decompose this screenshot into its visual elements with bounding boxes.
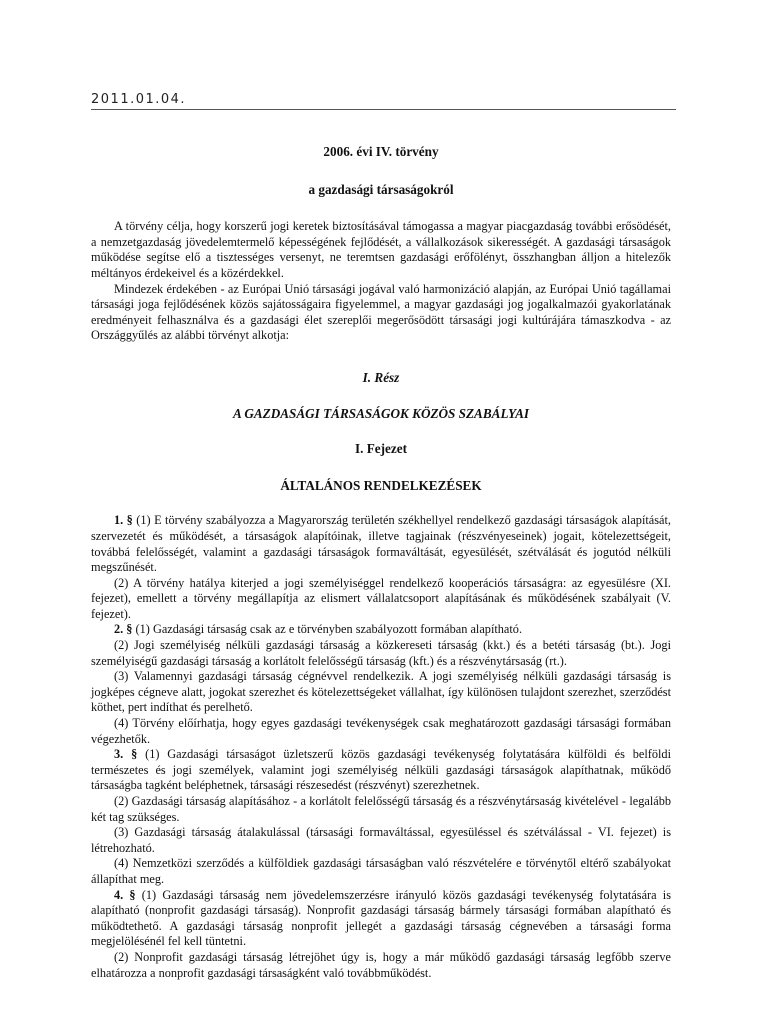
section-text: (2) A törvény hatálya kiterjed a jogi személyiséggel rendelkező kooperációs társaságra: az egyesülésre (XI. fejezet), emellett a törvény megállapítja az elismert vállalatcsoport alapításának és működésének szabályait (V. fejezet). [91, 575, 671, 621]
preamble-paragraph: A törvény célja, hogy korszerű jogi keretek biztosításával támogassa a magyar piacgazdaság további erősödését, a nemzetgazdaság jövedelemtermelő képességének fejlődését, a vállalkozások sikerességét. A gazdasági társaságok működése segítse elő a tisztességes versenyt, ne teremtsen gazdasági erőfölényt, összhangban álljon a hitelezők méltányos érdekeivel és a közérdekkel. [91, 219, 671, 280]
header-divider [91, 109, 676, 110]
section-text: (1) Gazdasági társaság nem jövedelemszerzésre irányuló közös gazdasági tevékenység folytatására is alapítható (nonprofit gazdasági társaság). Nonprofit gazdasági társaság bármely társasági formában alapítható és működtethető. A gazdasági társaság nonprofit jellegét a gazdasági társaság cégnevében a társasági forma megjelölésénél fel kell tüntetni. [91, 887, 671, 949]
section-number: 1. § [114, 513, 133, 528]
section-text: (2) Jogi személyiség nélküli gazdasági társaság a közkereseti társaság (kkt.) és a betéti társaság (bt.). Jogi személyiségű gazdasági társaság a korlátolt felelősségű társaság (kft.) és a részvénytársaság (rt.). [91, 638, 671, 668]
section-paragraph [91, 856, 671, 887]
part-title: A GAZDASÁGI TÁRSASÁGOK KÖZÖS SZABÁLYAI [232, 405, 530, 421]
section-paragraph [91, 794, 671, 825]
section-text: (2) Gazdasági társaság alapításához - a korlátolt felelősségű társaság és a részvénytársaság kivételével - legalább két tag szükséges. [91, 794, 671, 824]
document-body [91, 144, 671, 981]
section-text: (2) Nonprofit gazdasági társaság létrejöhet úgy is, hogy a már működő gazdasági társaság legfőbb szerve elhatározza a nonprofit gazdasági társaságként való továbbműködést. [91, 949, 671, 980]
document-subtitle: a gazdasági társaságokról [308, 181, 454, 197]
section-paragraph [91, 638, 671, 669]
part-heading: I. Rész [362, 369, 400, 385]
chapter-heading: I. Fejezet [355, 441, 407, 457]
section-text: (4) Nemzetközi szerződés a külföldiek gazdasági társaságban való részvételére e törvénytől eltérő szabályokat állapíthat meg. [91, 856, 671, 886]
section-paragraph [91, 825, 671, 856]
section-text: (1) Gazdasági társaságot üzletszerű közös gazdasági tevékenység folytatására külföldi és belföldi természetes és jogi személyek, valamint jogi személyiség nélküli gazdasági társaságok alapíthatnak, működő társaságba tagként beléphetnek, társasági részesedést (részvényt) szerezhetnek. [91, 747, 671, 793]
section-paragraph [91, 950, 671, 981]
document-title: 2006. évi IV. törvény [323, 144, 439, 159]
document-date: 2011.01.04. [91, 92, 187, 107]
section-text: (1) Gazdasági társaság csak az e törvényben szabályozott formában alapítható. [132, 622, 523, 637]
section-text: (4) Törvény előírhatja, hogy egyes gazdasági tevékenységek csak meghatározott gazdasági társasági formában végezhetők. [91, 716, 671, 746]
section-paragraph [91, 669, 671, 716]
section-text: (3) Valamennyi gazdasági társaság cégnévvel rendelkezik. A jogi személyiség nélküli gazdasági társaság is jogképes cégneve alatt, jogokat szerezhet és kötelezettségeket vállalhat, így különösen tulajdont szerezhet, szerződést köthet, pert indíthat és perelhető. [91, 669, 671, 715]
section-paragraph [91, 888, 671, 950]
section-number: 3. § [114, 747, 138, 762]
section-text: (1) E törvény szabályozza a Magyarország területén székhellyel rendelkező gazdasági társaságok alapítását, szervezetét és működését, a társaságok alapítóinak, illetve tagjainak (részvényeseinek) jogait, kötelezettségeit, továbbá felelősségét, valamint a gazdasági társaságok formaváltását, egyesülését, szétválását és jogutód nélküli megszűnését. [91, 513, 671, 575]
section-text: (3) Gazdasági társaság átalakulással (társasági formaváltással, egyesüléssel és szétválással - VI. fejezet) is létrehozható. [91, 825, 671, 855]
section-number: 4. § [114, 887, 136, 902]
section-paragraph [91, 747, 671, 794]
section-paragraph [91, 622, 671, 638]
section-number: 2. § [114, 622, 133, 637]
preamble-paragraph: Mindezek érdekében - az Európai Unió társasági jogával való harmonizáció alapján, az Európai Unió tagállamai társasági joga fejlődésének közös sajátosságaira figyelemmel, a magyar gazdasági jog jogalkalmazói gyakorlatának eredményeit felhasználva és a gazdasági élet szereplői megerősödött társasági jogi kultúrájára támaszkodva - az Országgyűlés az alábbi törvényt alkotja: [91, 281, 671, 343]
section-paragraph [91, 576, 671, 623]
section-paragraph [91, 716, 671, 747]
section-paragraph [91, 513, 671, 575]
chapter-title: ÁLTALÁNOS RENDELKEZÉSEK [280, 477, 482, 493]
